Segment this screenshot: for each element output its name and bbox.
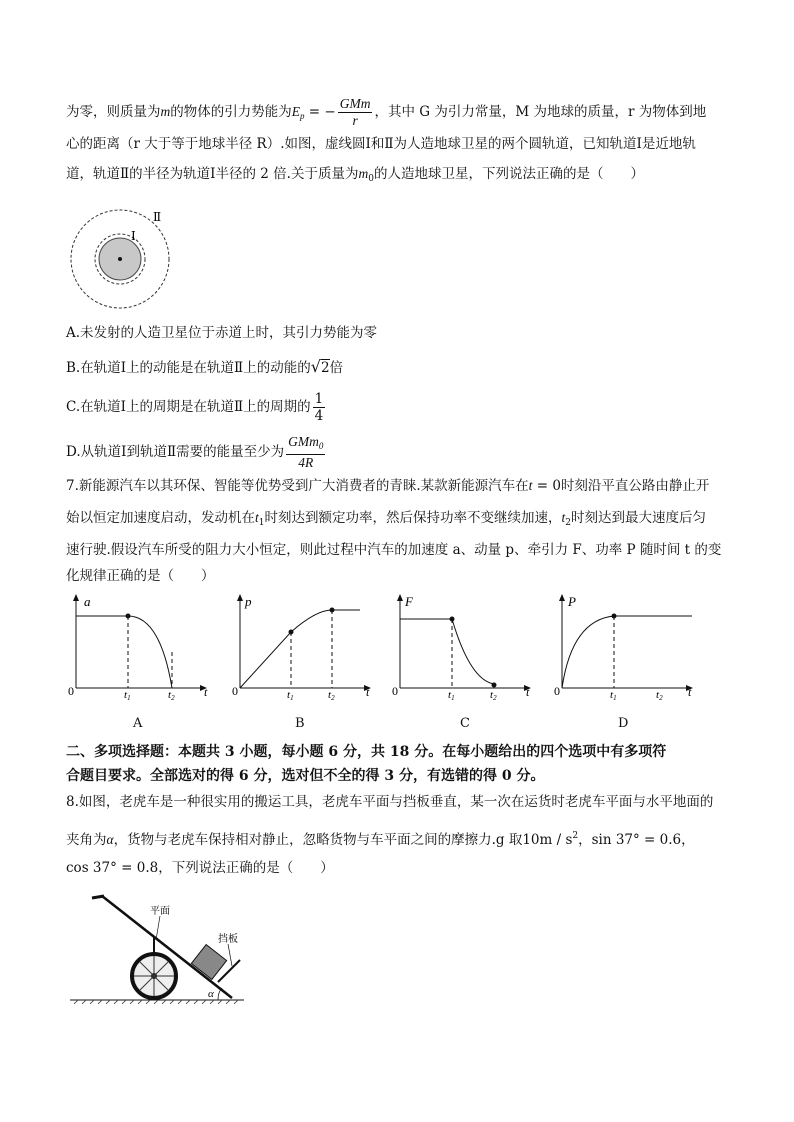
- point-t2: [330, 608, 335, 613]
- graph-d-label: D: [618, 716, 629, 731]
- curve: [76, 616, 172, 688]
- x-label: t: [688, 685, 692, 699]
- q7-line1: 7.新能源汽车以其环保、智能等优势受到广大消费者的青睐.某款新能源汽车在t = 0时刻沿平直公路由静止开: [66, 478, 710, 494]
- x-label: t: [366, 685, 370, 699]
- tick-t2: t2: [490, 689, 497, 702]
- origin: 0: [68, 684, 74, 698]
- label-plane: 平面: [150, 906, 170, 917]
- tick-t1: t1: [610, 689, 617, 702]
- plane-leader: [156, 916, 160, 940]
- x-label: t: [526, 685, 530, 699]
- y-arrow-icon: [73, 594, 79, 601]
- q6-option-d: D.从轨道Ⅰ到轨道Ⅱ需要的能量至少为 $\frac{GMm_0}{4R}$: [66, 434, 324, 470]
- origin: 0: [232, 684, 238, 698]
- q6-option-c: C.在轨道Ⅰ上的周期是在轨道Ⅱ上的周期的 $\frac{1}{4}$: [66, 391, 324, 424]
- q8-line1: 8.如图，老虎车是一种很实用的搬运工具，老虎车平面与挡板垂直，某一次在运货时老虎车平面与水平地面的: [66, 794, 714, 810]
- y-label: F: [405, 594, 413, 609]
- label-board: 挡板: [218, 934, 238, 945]
- q6-option-a: A.未发射的人造卫星位于赤道上时，其引力势能为零: [66, 325, 378, 341]
- y-arrow-icon: [559, 594, 565, 601]
- label-alpha: α: [208, 988, 214, 1000]
- q7-line2: 始以恒定加速度启动，发动机在$t_1$时刻达到额定功率，然后保持功率不变继续加速，$t_2$时刻达到最大速度后匀: [66, 510, 706, 528]
- q6-line2: 心的距离（r 大于等于地球半径 R）.如图，虚线圆Ⅰ和Ⅱ为人造地球卫星的两个圆轨道，已知轨道Ⅰ是近地轨: [66, 136, 696, 152]
- tick-t1: t1: [448, 689, 455, 702]
- graph-a: [64, 592, 214, 704]
- curve: [562, 616, 692, 688]
- origin: 0: [554, 684, 560, 698]
- y-label: a: [84, 594, 91, 609]
- q8-line3: cos 37° = 0.8，下列说法正确的是（ ）: [66, 860, 334, 876]
- cargo-box: [191, 945, 226, 980]
- point-t1: [612, 614, 617, 619]
- hand-truck-figure: [68, 886, 248, 1010]
- earth-center: [118, 257, 122, 261]
- y-arrow-icon: [397, 594, 403, 601]
- graph-c: [388, 592, 538, 704]
- y-label: P: [568, 594, 576, 609]
- x-label: t: [204, 685, 208, 699]
- orbit-label-2: Ⅱ: [153, 210, 162, 224]
- point-t1: [126, 614, 131, 619]
- q7-line3: 速行驶.假设汽车所受的阻力大小恒定，则此过程中汽车的加速度 a、动量 p、牵引力 F、功率 P 随时间 t 的变: [66, 542, 722, 558]
- section2-line2: 合题目要求。全部选对的得 6 分，选对但不全的得 3 分，有选错的得 0 分。: [66, 768, 545, 784]
- tick-t1: t1: [287, 689, 294, 702]
- sqrt-icon: √: [310, 357, 321, 376]
- graph-c-label: C: [460, 716, 470, 731]
- board-leader: [228, 944, 232, 966]
- curve: [240, 610, 360, 688]
- tick-t1: t1: [124, 689, 131, 702]
- q7-line4: 化规律正确的是（ ）: [66, 568, 215, 584]
- ground-hatch: [74, 1000, 238, 1004]
- q6-line3: 道，轨道Ⅱ的半径为轨道Ⅰ半径的 2 倍.关于质量为$m_0$的人造地球卫星，下列说法正确的是（ ）: [66, 166, 644, 184]
- curve: [400, 619, 494, 684]
- q6-option-b: B.在轨道Ⅰ上的动能是在轨道Ⅱ上的动能的√2倍: [66, 357, 344, 376]
- section2-line1: 二、多项选择题：本题共 3 小题，每小题 6 分，共 18 分。在每小题给出的四个选项中有多项符: [66, 744, 667, 760]
- potential-fraction: $\frac{\text{GMm}}{r}$: [339, 96, 371, 128]
- point-t1: [289, 630, 294, 635]
- graph-b-label: B: [295, 716, 305, 731]
- q6-line1: 为零，则质量为m的物体的引力势能为$E_p$ = − $\frac{\text{GMm}}{r}$ ，其中 G 为引力常量，M 为地球的质量，r 为物体到地: [66, 96, 707, 128]
- tick-t2: t2: [328, 689, 335, 702]
- point-t1: [450, 617, 455, 622]
- graph-a-label: A: [133, 716, 143, 731]
- y-arrow-icon: [237, 594, 243, 601]
- q8-line2: 夹角为α，货物与老虎车保持相对静止，忽略货物与车平面之间的摩擦力.g 取$10m / s^2$，sin 37° = 0.6，: [66, 831, 695, 848]
- tick-t2: t2: [656, 689, 663, 702]
- y-label: p: [245, 594, 252, 609]
- orbit-label-1: Ⅰ: [131, 229, 136, 243]
- graph-b: [228, 592, 378, 704]
- graph-d: [550, 592, 700, 704]
- wheel-spokes: [134, 956, 174, 996]
- orbit-diagram: [60, 200, 180, 310]
- point-t2: [492, 683, 497, 688]
- origin: 0: [392, 684, 398, 698]
- tick-t2: t2: [168, 689, 175, 702]
